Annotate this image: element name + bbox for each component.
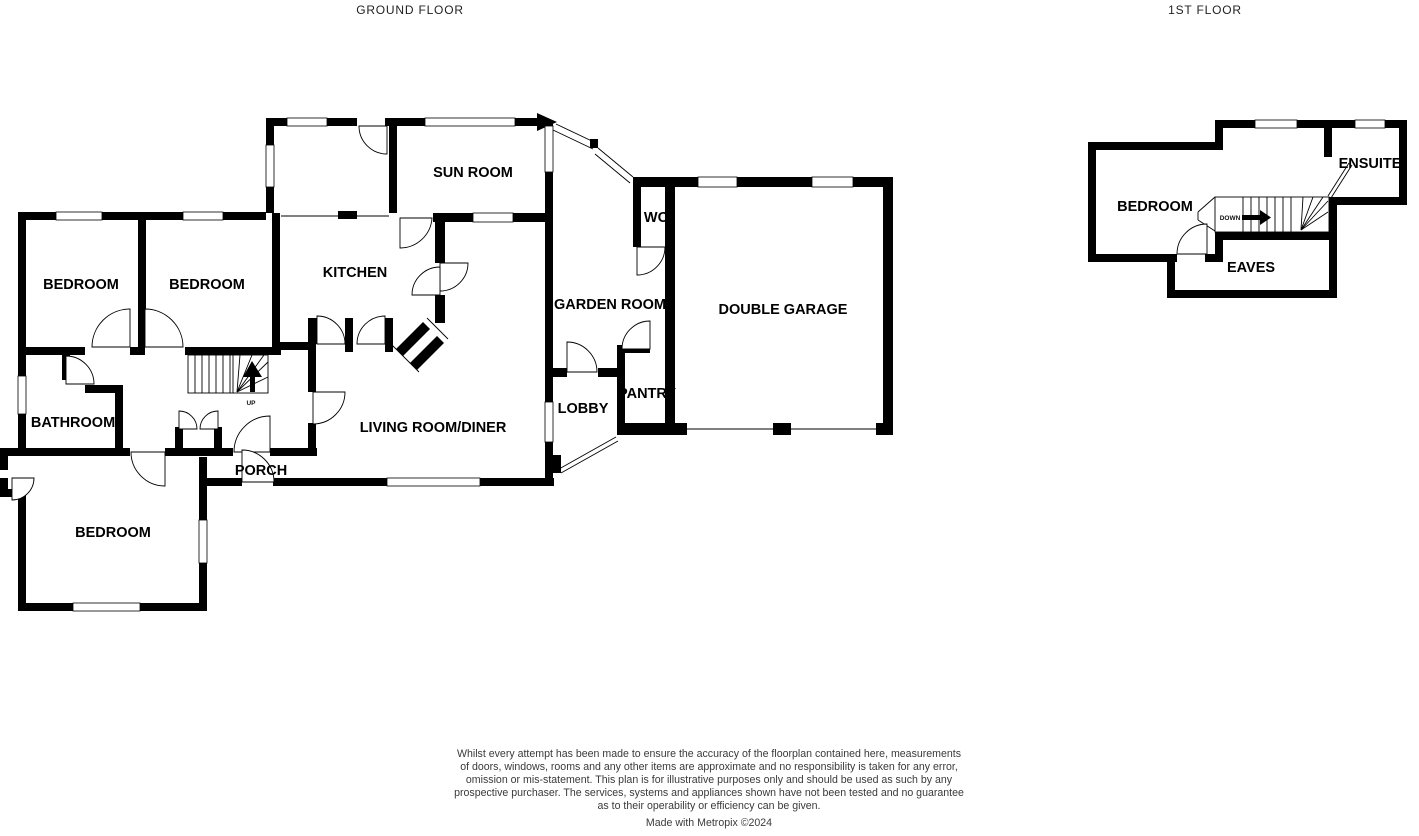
wall	[308, 318, 317, 344]
stair-label-down: DOWN	[1219, 215, 1241, 222]
wall	[18, 414, 26, 448]
door-pantry	[622, 321, 650, 349]
door-side-entrance	[12, 478, 34, 500]
wall	[207, 478, 242, 486]
wall	[18, 497, 26, 611]
room-label-wc: WC	[643, 210, 669, 226]
metropix-credit: Made with Metropix ©2024	[645, 817, 773, 829]
wall	[0, 448, 130, 456]
wall	[115, 393, 123, 448]
wall	[18, 212, 266, 220]
room-label-bedroom-1: BEDROOM	[43, 277, 119, 293]
window	[287, 118, 327, 126]
wall	[85, 385, 123, 393]
conservatory-glazing	[556, 124, 596, 143]
window	[425, 118, 515, 126]
window	[473, 213, 513, 222]
wall	[553, 455, 561, 473]
wall	[435, 295, 445, 323]
door-cupboard-right	[200, 411, 218, 429]
door-bedroom-1	[92, 309, 130, 347]
window	[266, 145, 274, 187]
conservatory-glazing	[553, 130, 593, 149]
wall	[1088, 142, 1223, 150]
wall	[1324, 120, 1332, 157]
door-diner-upper	[440, 263, 468, 291]
room-label-bedroom-2: BEDROOM	[169, 277, 245, 293]
room-label-eaves: EAVES	[1226, 260, 1276, 276]
stair-label-up: UP	[246, 400, 256, 407]
wall	[272, 213, 280, 350]
door-hall-porch	[234, 416, 270, 452]
wall	[308, 342, 316, 392]
window	[698, 177, 737, 187]
disclaimer	[454, 748, 964, 829]
wall	[0, 448, 8, 470]
room-label-bedroom-3: BEDROOM	[75, 525, 151, 541]
door-garden-room	[567, 342, 597, 372]
ground-floor-title: GROUND FLOOR	[356, 3, 464, 17]
wall	[876, 423, 893, 435]
door-garden-entrance	[359, 126, 387, 154]
door-sun-room	[400, 218, 432, 248]
wall	[1167, 290, 1337, 298]
door-first-bedroom	[1177, 224, 1207, 254]
stairs-up	[188, 355, 268, 393]
wall	[130, 347, 145, 355]
wall	[1329, 205, 1337, 298]
window	[387, 478, 480, 486]
door-bedroom-2	[145, 309, 183, 347]
room-label-kitchen: KITCHEN	[322, 265, 388, 281]
window	[73, 603, 140, 611]
wall	[338, 211, 357, 219]
disclaimer-line-3: omission or mis-statement. This plan is for illustrative purposes only and should be used as such by any	[465, 774, 953, 786]
stair-funnel	[1198, 197, 1215, 212]
room-label-ensuite: ENSUITE	[1338, 156, 1402, 172]
door-kitchen-left-leaf	[317, 316, 345, 344]
wall	[214, 427, 222, 448]
first-floor-title: 1ST FLOOR	[1168, 3, 1242, 17]
conservatory-glazing	[595, 154, 630, 183]
room-label-lobby: LOBBY	[557, 401, 609, 417]
wall	[545, 442, 553, 486]
wall	[598, 368, 617, 377]
wall	[18, 347, 85, 355]
disclaimer-line-1: Whilst every attempt has been made to ensure the accuracy of the floorplan contained here, measurements	[456, 748, 962, 760]
wall	[308, 423, 316, 456]
wall	[1088, 254, 1177, 262]
door-bedroom-3	[131, 452, 165, 486]
room-label-living-room-diner: LIVING ROOM/DINER	[359, 420, 507, 436]
window	[545, 126, 553, 172]
wall	[1205, 254, 1215, 262]
window	[18, 376, 26, 414]
room-label-pantry: PANTRY	[618, 386, 676, 402]
wall	[547, 368, 567, 377]
wall	[385, 318, 393, 352]
door-wc	[637, 247, 665, 275]
door-diner-lower	[412, 267, 440, 295]
wall	[1215, 232, 1332, 240]
down-arrow-shaft	[1242, 215, 1260, 220]
room-label-garden-room: GARDEN ROOM	[554, 297, 666, 313]
disclaimer-line-2: of doors, windows, rooms and any other items are approximate and no responsibility is taken for any error,	[460, 761, 958, 773]
door-kitchen-right-leaf	[357, 316, 385, 344]
window	[1355, 120, 1385, 128]
wall	[165, 448, 233, 456]
room-label-bathroom: BATHROOM	[30, 415, 116, 431]
wall	[175, 427, 183, 448]
wall	[617, 423, 687, 435]
room-label-double-garage: DOUBLE GARAGE	[718, 302, 848, 318]
wall	[633, 187, 641, 247]
room-label-sun-room: SUN ROOM	[433, 165, 513, 181]
disclaimer-line-5: as to their operability or efficiency can be given.	[597, 800, 821, 812]
door-cupboard-left	[179, 411, 197, 429]
ground-floor-plan	[0, 3, 893, 611]
wall	[1088, 142, 1096, 262]
front-door-line	[561, 441, 618, 473]
window	[56, 212, 102, 220]
disclaimer-line-4: prospective purchaser. The services, systems and appliances shown have not been tested and no guarantee	[454, 787, 964, 799]
door-bathroom	[66, 356, 94, 384]
first-floor-plan	[1088, 3, 1407, 298]
wall	[435, 222, 445, 263]
door-living-room	[313, 392, 345, 424]
window	[812, 177, 853, 187]
wall	[345, 318, 353, 352]
window	[545, 402, 553, 442]
stairs-down	[1198, 197, 1329, 232]
front-door-line	[559, 437, 616, 469]
room-label-first-bedroom: BEDROOM	[1117, 199, 1193, 215]
wall	[389, 126, 397, 213]
fireplace	[392, 318, 448, 372]
wall	[185, 347, 281, 355]
conservatory-glazing	[598, 148, 633, 177]
window	[183, 212, 223, 220]
wall	[883, 177, 893, 435]
room-label-porch: PORCH	[234, 463, 288, 479]
wall	[1324, 197, 1407, 205]
doors	[12, 126, 665, 500]
window	[1255, 120, 1297, 128]
window	[199, 520, 207, 563]
